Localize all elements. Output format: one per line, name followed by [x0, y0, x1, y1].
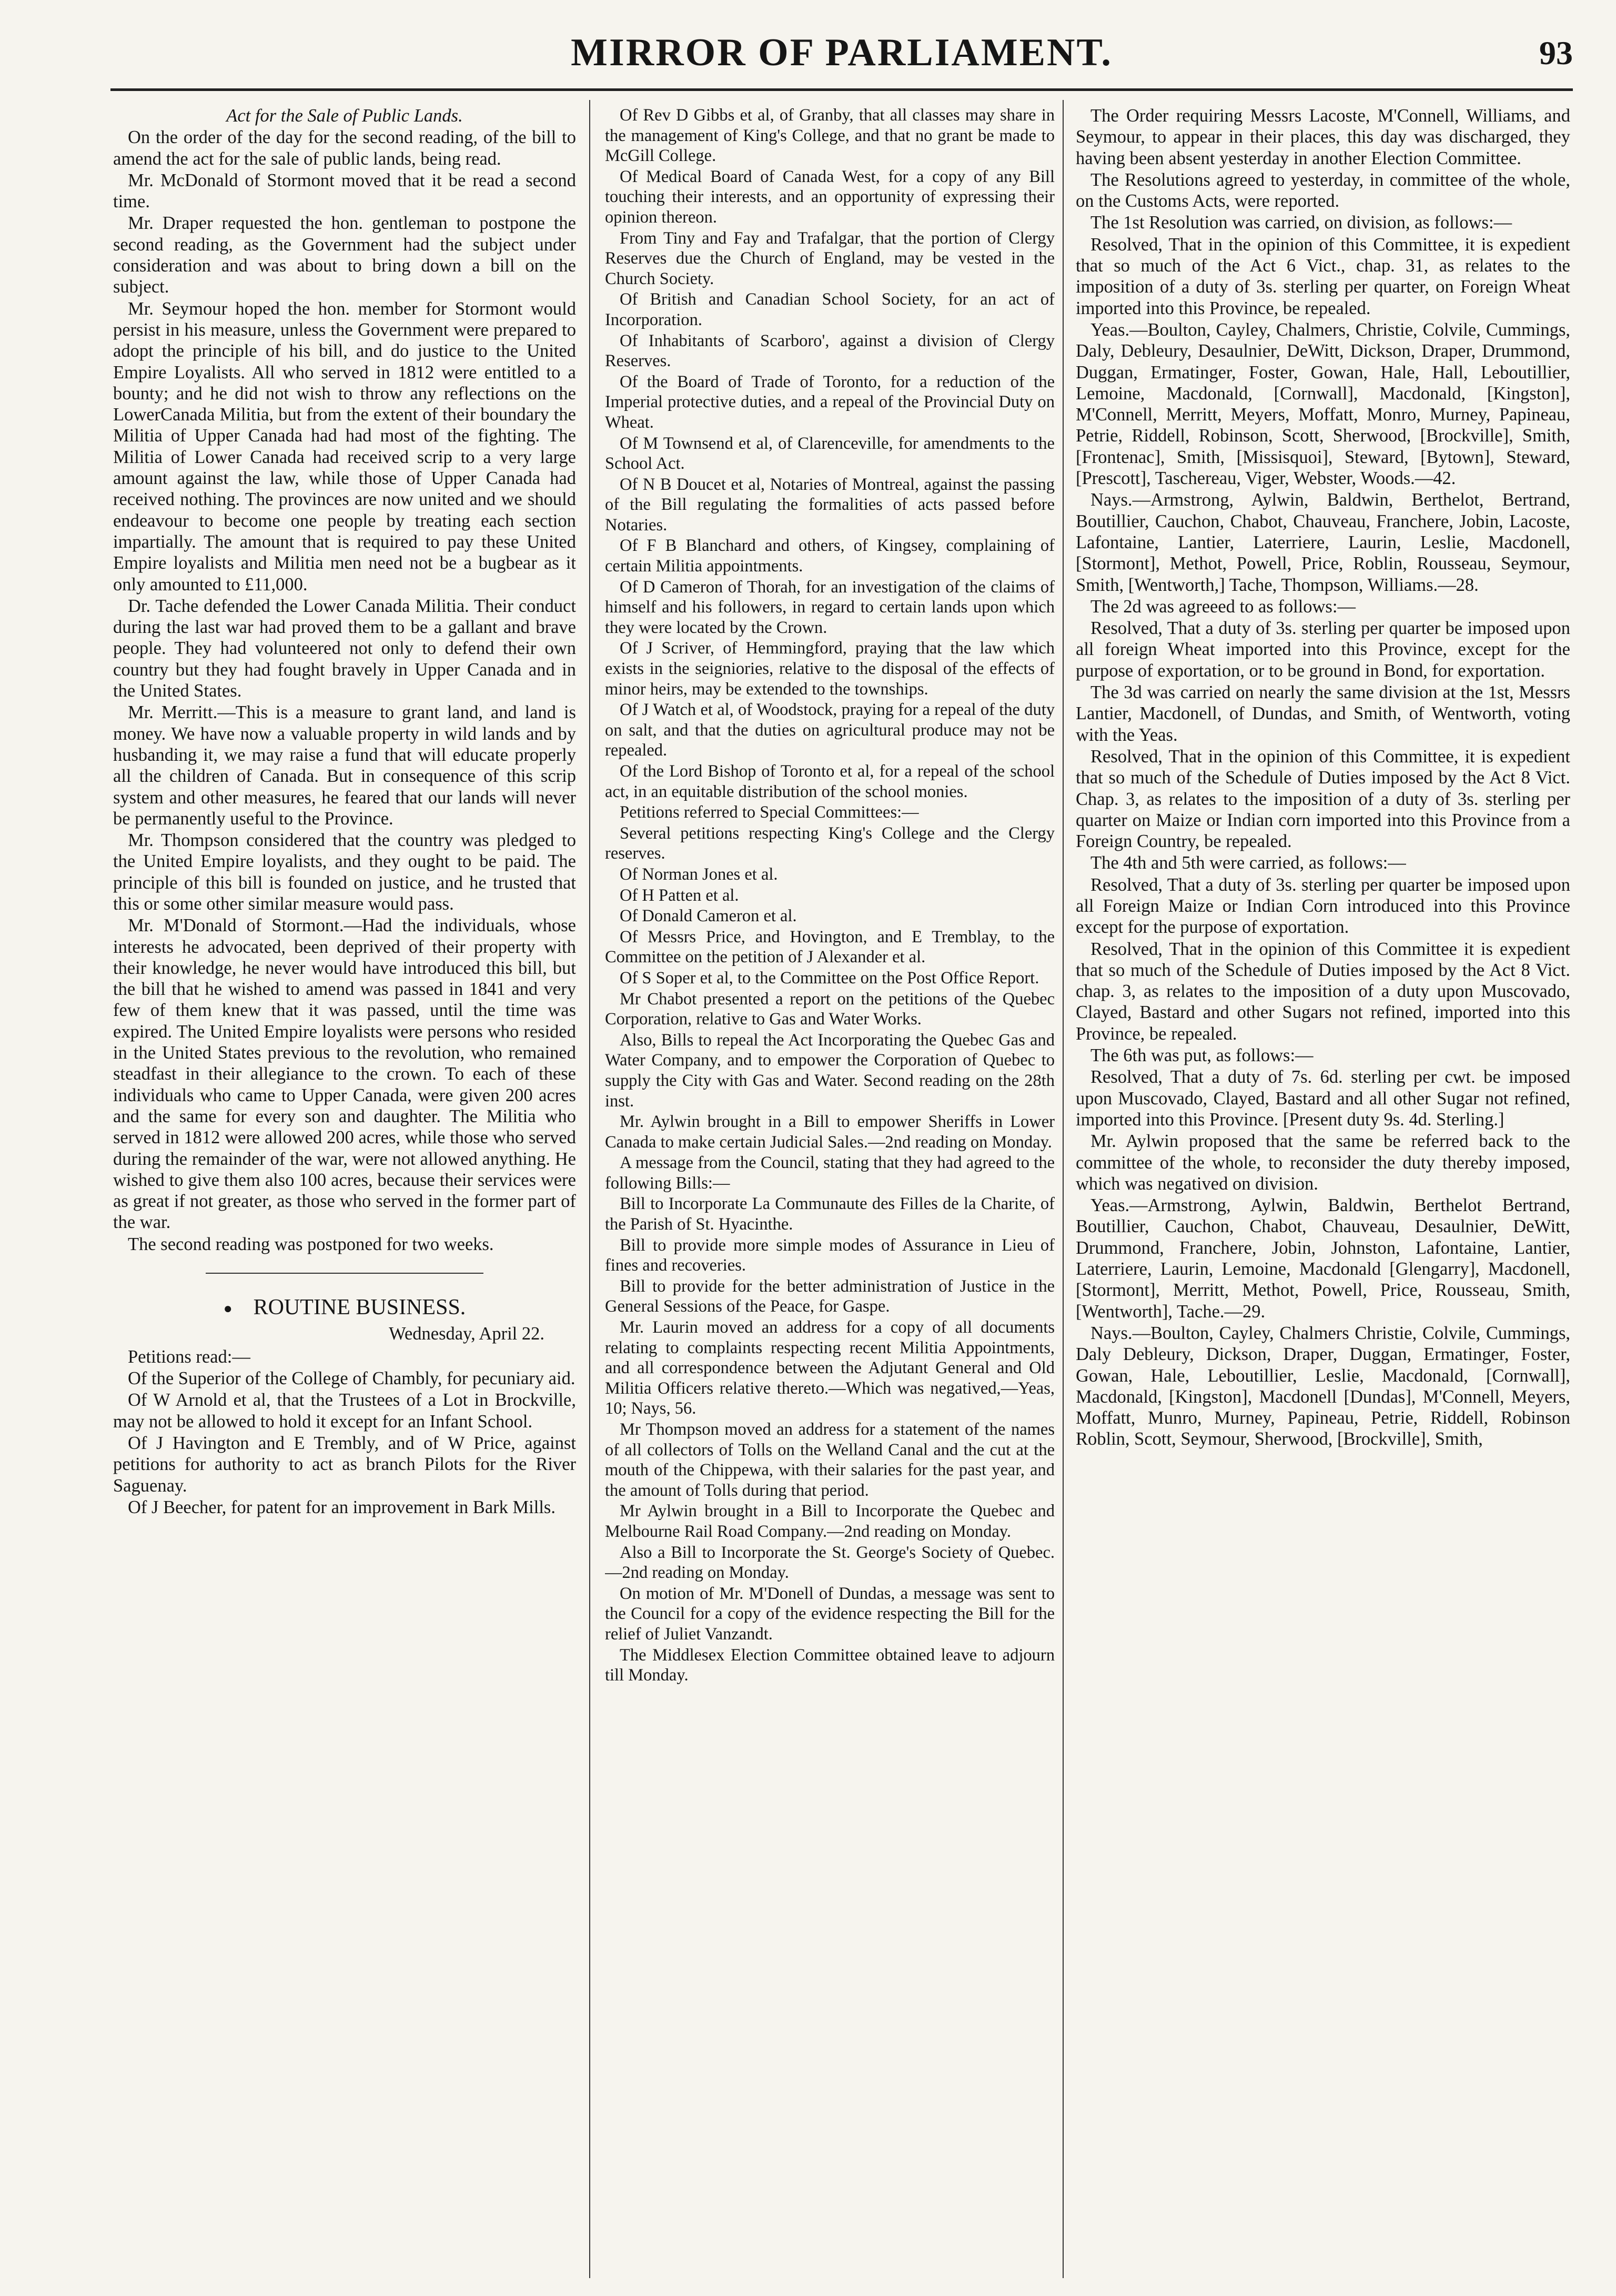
paragraph: The 6th was put, as follows:— — [1090, 1045, 1314, 1066]
paragraph: Of S Soper et al, to the Committee on the Post Office Report. — [620, 968, 1039, 988]
paragraph: Mr. M'Donald of Stormont.—Had the individuals, whose interests he advocated, been deprived of their property with their knowledge, he never would have introduced this bill, but the bill that he wished to amend was passed in 1841 and very few of them knew that it was passed, until the time was expired. The United Empire loyalists were persons who resided in the United States previous to the revolution, who remained steadfast in their allegiance to the crown. To each of these individuals who came to Upper Canada, were given 200 acres and the same for every son and daughter. The Militia who served in 1812 were allowed 200 acres, while those who served during the remainder of the war, were not allowed anything. He wished to give them also 100 acres, because their services were as great if not greater, as those who served in the former part of the war. — [113, 915, 576, 1233]
paragraph: The second reading was postponed for two weeks. — [128, 1234, 494, 1254]
paragraph: Of H Patten et al. — [620, 885, 739, 905]
paragraph: Of N B Doucet et al, Notaries of Montreal, against the passing of the Bill regulating the formalities of acts passed before Notaries. — [605, 475, 1055, 535]
paragraph: Of Inhabitants of Scarboro', against a division of Clergy Reserves. — [605, 331, 1055, 371]
column-divider — [589, 100, 590, 2278]
paragraph: Also a Bill to Incorporate the St. George's Society of Quebec.—2nd reading on Monday. — [605, 1543, 1055, 1583]
paragraph: Bill to Incorporate La Communaute des Filles de la Charite, of the Parish of St. Hyacinthe. — [605, 1194, 1055, 1234]
paragraph: Petitions read:— — [128, 1346, 250, 1367]
header-rule — [110, 88, 1573, 91]
paragraph: The 1st Resolution was carried, on division, as follows:— — [1090, 213, 1512, 233]
paragraph: Bill to provide more simple modes of Assurance in Lieu of fines and recoveries. — [605, 1235, 1055, 1275]
paragraph: Several petitions respecting King's College and the Clergy reserves. — [605, 823, 1055, 863]
paragraph: Mr. Thompson considered that the country was pledged to the United Empire loyalists, and they ought to be paid. The principle of this bill is founded on justice, and he trusted that this or some other similar measure would pass. — [113, 830, 576, 914]
paragraph: A message from the Council, stating that they had agreed to the following Bills:— — [605, 1153, 1055, 1193]
paragraph: Of the Superior of the College of Chambly, for pecuniary aid. — [128, 1368, 575, 1389]
paragraph: Of British and Canadian School Society, for an act of Incorporation. — [605, 290, 1055, 329]
section-heading: Act for the Sale of Public Lands. — [226, 106, 463, 126]
paragraph: Nays.—Boulton, Cayley, Chalmers Christie, Colvile, Cummings, Daly Debleury, Dickson, Draper, Duggan, Ermatinger, Foster, Gowan, Hale, Leboutillier, Leslie, Macdonald, [Cornwall], Macdonald, [Kingston], Macdonell [Dundas], M'Connell, Meyers, Moffatt, Munro, Murney, Papineau, Petrie, Riddell, Robinson Roblin, Scott, Seymour, Sherwood, [Brockville], Smith, — [1076, 1323, 1570, 1449]
paragraph: Resolved, That in the opinion of this Committee, it is expedient that so much of the Act 6 Vict., chap. 31, as relates to the imposition of a duty of 3s. sterling per quarter, on Foreign Wheat imported into this Province, be repealed. — [1076, 234, 1570, 318]
paragraph: Mr Aylwin brought in a Bill to Incorporate the Quebec and Melbourne Rail Road Company.—2nd reading on Monday. — [605, 1502, 1055, 1541]
paragraph: Of W Arnold et al, that the Trustees of a Lot in Brockville, may not be allowed to hold it except for an Infant School. — [113, 1390, 576, 1432]
paragraph: On motion of Mr. M'Donell of Dundas, a message was sent to the Council for a copy of the evidence respecting the Bill for the relief of Juliet Vanzandt. — [605, 1584, 1055, 1644]
paragraph: Also, Bills to repeal the Act Incorporating the Quebec Gas and Water Company, and to empower the Corporation of Quebec to supply the City with Gas and Water. Second reading on the 28th inst. — [605, 1030, 1055, 1111]
column-left — [113, 105, 576, 2268]
paragraph: Resolved, That in the opinion of this Committee, it is expedient that so much of the Schedule of Duties imposed by the Act 8 Vict. Chap. 3, as relates to the imposition of a duty of 3s. sterling per quarter on Maize or Indian corn imported into this Province from a Foreign Country, be repealed. — [1076, 746, 1570, 852]
paragraph: Mr. Aylwin brought in a Bill to empower Sheriffs in Lower Canada to make certain Judicial Sales.—2nd reading on Monday. — [605, 1112, 1055, 1152]
paragraph: Of the Lord Bishop of Toronto et al, for a repeal of the school act, in an equitable distribution of the school monies. — [605, 762, 1055, 801]
routine-business-date: Wednesday, April 22. — [389, 1323, 544, 1344]
paragraph: Bill to provide for the better administration of Justice in the General Sessions of the Peace, for Gaspe. — [605, 1276, 1055, 1316]
paragraph: Mr. Aylwin proposed that the same be referred back to the committee of the whole, to reconsider the duty thereby imposed, which was negatived on division. — [1076, 1131, 1570, 1194]
paragraph: Of J Havington and E Trembly, and of W Price, against petitions for authority to act as branch Pilots for the River Saguenay. — [113, 1433, 576, 1496]
paragraph: Of J Scriver, of Hemmingford, praying that the law which exists in the seigniories, relative to the disposal of the effects of minor heirs, may be extended to the townships. — [605, 639, 1055, 699]
paragraph: The 2d was agreeed to as follows:— — [1090, 596, 1356, 617]
paragraph: Mr. Seymour hoped the hon. member for Stormont would persist in his measure, unless the Government were prepared to adopt the principle of his bill, and do justice to the United Empire Loyalists. All who served in 1812 were entitled to a bounty; and he did not wish to throw any reflections on the LowerCanada Militia, but from the extent of their boundary the Militia of Upper Canada had had most of the fighting. The Militia of Lower Canada had received scrip to a very large amount against the law, while those of Upper Canada had received nothing. The provinces are now united and we should endeavour to become one people by treating each section impartially. The amount that is required to pay these United Empire loyalists and Militia men need not be a bugbear as it only amounted to £11,000. — [113, 298, 576, 595]
paragraph: Dr. Tache defended the Lower Canada Militia. Their conduct during the last war had proved them to be a gallant and brave people. They had volunteered not only to defend their own country but they had fought bravely in Upper Canada and in the United States. — [113, 596, 576, 701]
column-right — [1076, 105, 1570, 2268]
paragraph: Mr. Merritt.—This is a measure to grant land, and land is money. We have now a valuable property in wild lands and by husbanding it, we may raise a fund that will educate properly all the children of Canada. But in consequence of this scrip system and other measures, he feared that our lands will never be permanently useful to the Province. — [113, 702, 576, 829]
page-number: 93 — [1539, 34, 1573, 72]
paragraph: Mr. Draper requested the hon. gentleman to postpone the second reading, as the Government had the subject under consideration and was about to bring down a bill on the subject. — [113, 213, 576, 297]
paragraph: Of Messrs Price, and Hovington, and E Tremblay, to the Committee on the petition of J Alexander et al. — [605, 927, 1055, 967]
paragraph: The Middlesex Election Committee obtained leave to adjourn till Monday. — [605, 1645, 1055, 1685]
paragraph: Resolved, That a duty of 3s. sterling per quarter be imposed upon all foreign Wheat imported into this Province, except for the purpose of exportation, or to be ground in Bond, for exportation. — [1076, 618, 1570, 681]
paragraph: Mr Chabot presented a report on the petitions of the Quebec Corporation, relative to Gas and Water Works. — [605, 989, 1055, 1029]
paragraph: On the order of the day for the second reading, of the bill to amend the act for the sale of public lands, being read. — [113, 127, 576, 169]
section-divider — [206, 1273, 483, 1274]
paragraph: From Tiny and Fay and Trafalgar, that the portion of Clergy Reserves due the Church of England, may be vested in the Church Society. — [605, 228, 1055, 288]
paragraph: The 4th and 5th were carried, as follows:— — [1090, 853, 1406, 873]
paragraph: Of Norman Jones et al. — [620, 864, 778, 884]
paragraph: The Resolutions agreed to yesterday, in committee of the whole, on the Customs Acts, were reported. — [1076, 169, 1570, 212]
paragraph: Mr Thompson moved an address for a statement of the names of all collectors of Tolls on the Welland Canal and the cut at the mouth of the Chippewa, with their salaries for the past year, and the amount of Tolls during that period. — [605, 1420, 1055, 1500]
paragraph: The 3d was carried on nearly the same division at the 1st, Messrs Lantier, Macdonell, of Dundas, and Smith, of Wentworth, voting with the Yeas. — [1076, 682, 1570, 745]
paragraph: Yeas.—Armstrong, Aylwin, Baldwin, Berthelot Bertrand, Boutillier, Cauchon, Chabot, Chauveau, Desaulnier, DeWitt, Drummond, Franchere, Jobin, Johnston, Lafontaine, Lantier, Laterriere, Laurin, Lemoine, Macdonald [Glengarry], Macdonell, [Stormont], Merritt, Methot, Powell, Price, Rousseau, Smith, [Wentworth], Tache.—29. — [1076, 1195, 1570, 1322]
paragraph: Of Donald Cameron et al. — [620, 907, 797, 926]
paragraph: Mr. Laurin moved an address for a copy of all documents relating to complaints respecting recent Militia Appointments, and all correspondence between the Adjutant General and Old Militia Officers relative thereto.—Which was negatived,—Yeas, 10; Nays, 56. — [605, 1318, 1055, 1418]
paragraph: Of M Townsend et al, of Clarenceville, for amendments to the School Act. — [605, 434, 1055, 474]
column-divider — [1063, 100, 1064, 2278]
paragraph: Yeas.—Boulton, Cayley, Chalmers, Christie, Colvile, Cummings, Daly, Debleury, Desaulnier, DeWitt, Dickson, Draper, Drummond, Duggan, Ermatinger, Foster, Gowan, Hale, Hall, Leboutillier, Lemoine, Macdonald, [Cornwall], Macdonald, [Kingston], M'Connell, Merritt, Meyers, Moffatt, Monro, Murney, Papineau, Petrie, Riddell, Robinson, Scott, Sherwood, [Brockville], Smith, [Frontenac], Smith, [Missisquoi], Steward, [Bytown], Steward, [Prescott], Taschereau, Viger, Webster, Woods.—42. — [1076, 319, 1570, 489]
paragraph: Nays.—Armstrong, Aylwin, Baldwin, Berthelot, Bertrand, Boutillier, Cauchon, Chabot, Chauveau, Franchere, Jobin, Lacoste, Lafontaine, Lantier, Laterriere, Laurin, Leslie, Macdonell, [Stormont], Methot, Powell, Price, Roblin, Rousseau, Seymour, Smith, [Wentworth,] Tache, Thompson, Williams.—28. — [1076, 490, 1570, 595]
masthead — [110, 31, 1573, 88]
paragraph: Of the Board of Trade of Toronto, for a reduction of the Imperial protective duties, and a repeal of the Provincial Duty on Wheat. — [605, 372, 1055, 432]
paragraph: Of Medical Board of Canada West, for a copy of any Bill touching their interests, and an opportunity of expressing their opinion thereon. — [605, 167, 1055, 227]
column-middle — [605, 105, 1055, 2268]
routine-business-heading: ● ROUTINE BUSINESS. — [113, 1297, 576, 1320]
paragraph: Of J Beecher, for patent for an improvement in Bark Mills. — [128, 1497, 556, 1517]
paragraph: Of F B Blanchard and others, of Kingsey, complaining of certain Militia appointments. — [605, 536, 1055, 576]
publication-title: MIRROR OF PARLIAMENT. — [571, 31, 1113, 74]
paragraph: Resolved, That a duty of 7s. 6d. sterling per cwt. be imposed upon Muscovado, Clayed, Bastard and all other Sugar not refined, imported into this Province. [Present duty 9s. 4d. Sterling.] — [1076, 1067, 1570, 1130]
paragraph: Resolved, That in the opinion of this Committee it is expedient that so much of the Schedule of Duties imposed by the Act 8 Vict. chap. 3, as relates to the imposition of a duty upon Muscovado, Clayed, Bastard and other Sugars not refined, imported into this Province, be repealed. — [1076, 939, 1570, 1044]
paragraph: Of Rev D Gibbs et al, of Granby, that all classes may share in the management of King's College, and that no grant be made to McGill College. — [605, 106, 1055, 166]
paragraph: Resolved, That a duty of 3s. sterling per quarter be imposed upon all Foreign Maize or Indian Corn introduced into this Province except for the purpose of exportation. — [1076, 874, 1570, 938]
paragraph: Of D Cameron of Thorah, for an investigation of the claims of himself and his followers, in regard to certain lands upon which they were located by the Crown. — [605, 577, 1055, 637]
paragraph: Petitions referred to Special Committees:— — [620, 803, 919, 822]
paragraph: The Order requiring Messrs Lacoste, M'Connell, Williams, and Seymour, to appear in their places, this day was discharged, they having been absent yesterday in another Election Committee. — [1076, 106, 1570, 168]
paragraph: Mr. McDonald of Stormont moved that it be read a second time. — [113, 170, 576, 212]
paragraph: Of J Watch et al, of Woodstock, praying for a repeal of the duty on salt, and that the duties on agricultural produce may not be repealed. — [605, 700, 1055, 760]
